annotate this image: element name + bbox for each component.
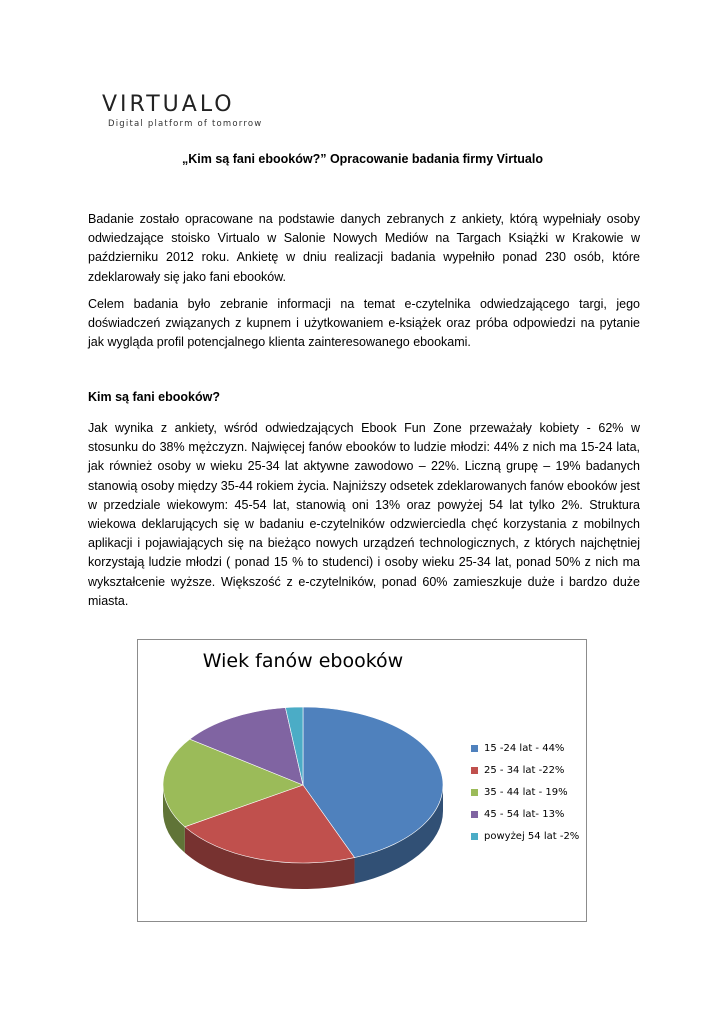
legend-label-3: 35 - 44 lat - 19%: [484, 787, 568, 798]
legend-swatch-4: [471, 811, 478, 818]
logo-tagline: Digital platform of tomorrow: [108, 119, 263, 129]
legend-label-1: 15 -24 lat - 44%: [484, 743, 565, 754]
legend-label-5: powyżej 54 lat -2%: [484, 831, 580, 842]
findings-paragraph: Jak wynika z ankiety, wśród odwiedzających Ebook Fun Zone przeważały kobiety - 62% w stosunku do 38% mężczyzn. Najwięcej fanów ebooków to ludzie młodzi: 44% z nich ma 15-24 lata, jak również osoby w wieku 25-34 lat aktywne zawodowo – 22%. Liczną grupę – 19% badanych stanowią osoby między 35-44 rokiem życia. Najniższy odsetek zdeklarowanych fanów ebooków jest w przedziale wiekowym: 45-54 lat, stanowią oni 13% oraz powyżej 54 lat tylko 2%. Struktura wiekowa deklarujących się w badaniu e-czytelników odzwierciedla chęć korzystania z mobilnych aplikacji i pojawiających się na bieżąco nowych urządzeń technologicznych, z których najchętniej korzystają ludzie młodzi ( ponad 15 % to studenci) i osoby wieku 25-34 lat, ponad 50% z nich ma wykształcenie wyższe. Większość z e-czytelników, ponad 60% zamieszkuje duże i bardzo duże miasta.: [88, 421, 640, 608]
goal-paragraph: Celem badania było zebranie informacji na temat e-czytelnika odwiedzającego targi, jego doświadczeń związanych z kupnem i użytkowaniem e-książek oraz próba odpowiedzi na pytanie jak wygląda profil potencjalnego klienta zainteresowanego ebookami.: [88, 297, 640, 350]
legend-swatch-2: [471, 767, 478, 774]
legend-swatch-1: [471, 745, 478, 752]
age-pie-chart: [137, 639, 587, 922]
legend-swatch-5: [471, 833, 478, 840]
legend-swatch-3: [471, 789, 478, 796]
intro-paragraph: Badanie zostało opracowane na podstawie danych zebranych z ankiety, którą wypełniały osoby odwiedzające stoisko Virtualo w Salonie Nowych Mediów na Targach Książki w Krakowie w październiku 2012 roku. Ankietę w dniu realizacji badania wypełniło ponad 230 osób, które zdeklarowały się jako fani ebooków.: [88, 212, 640, 284]
legend-label-2: 25 - 34 lat -22%: [484, 765, 565, 776]
pie-svg: [138, 690, 468, 920]
virtualo-logo: [100, 92, 280, 132]
document-title: „Kim są fani ebooków?” Opracowanie badania firmy Virtualo: [182, 152, 543, 166]
section-heading: Kim są fani ebooków?: [88, 390, 220, 404]
legend-label-4: 45 - 54 lat- 13%: [484, 809, 565, 820]
logo-wordmark: VIRTUALO: [102, 92, 235, 117]
chart-title: Wiek fanów ebooków: [202, 650, 404, 672]
